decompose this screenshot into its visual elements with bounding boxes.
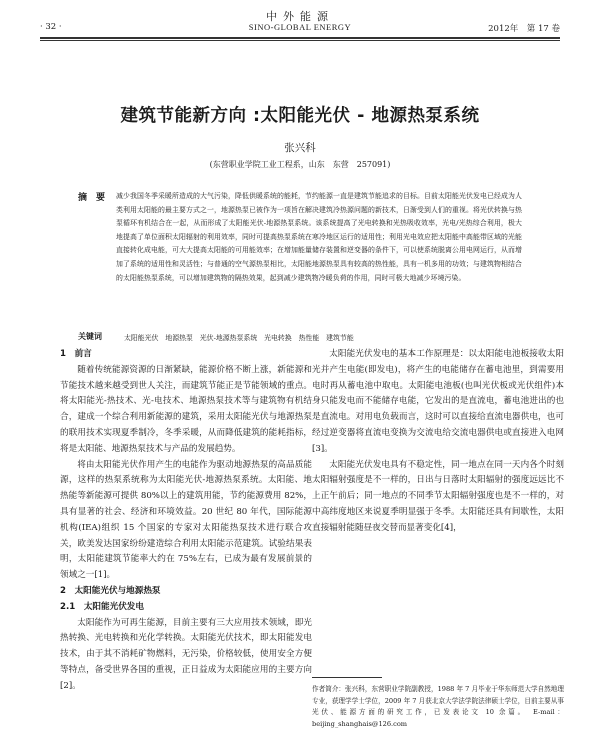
subsection-heading-pv: 2.1 太阳能光伏发电: [60, 601, 144, 612]
header-rule-bottom: [40, 40, 560, 41]
affiliation: (东营职业学院工业工程系，山东 东营 257091): [209, 160, 391, 169]
author: 张兴科: [284, 142, 316, 154]
paragraph: 太阳能光伏发电具有不稳定性，同一地点在同一天内各个时刻太阳辐射强度是不一样的，日出与日落时太阳辐射的强度远远比不上正午前后；同一地点的不同季节太阳辐射强度也是不一样的，对中高纬度地区来说夏季明显强于冬季。太阳能还具有间歇性，太阳直接辐射能随昼夜交替而显著变化[4]，: [312, 459, 564, 533]
author-footnote: 作者简介：张兴科，东营职业学院副教授，1988 年 7 月毕业于华东师范大学自然地理专业，获理学学士学位，2009 年 7 月获北京大学法学院法律硕士学位，目前主要从事光伏、能源方面的研究工作，已发表论文 10 余篇。 E-mail：beijing_shanghais@126.com: [312, 685, 564, 728]
paragraph: 随着传统能源资源的日渐紧缺，能源价格不断上涨，新能源和节能技术越来越受到世人关注，而建筑节能正是节能领域的重点。将太阳能光-热技术、光-电技术、地源热泵技术等与建筑物有机结合，建成一个综合利用新能源的建筑，采用太阳能光伏与地源热泵的联用技术实现夏季制冷，冬季采暖，从而降低建筑的能耗指标，将是太阳能、地源热泵技术与产品的发展趋势。: [60, 364, 312, 454]
page-number: · 32 ·: [40, 22, 62, 32]
keywords-text: 太阳能光伏 地源热泵 光伏-地源热泵系统 光电转换 热性能 建筑节能: [124, 334, 354, 342]
section-heading-intro: 1 前言: [60, 349, 92, 359]
body-left-column: [60, 347, 312, 691]
footnote-rule: [312, 677, 382, 678]
paragraph: 太阳能作为可再生能源，目前主要有三大应用技术领域，即光热转换、光电转换和光化学转换。太阳能光伏技术，即太阳能发电技术，由于其不消耗矿物燃料，无污染，价格较低，使用安全方便等特点，备受世界各国的重视，正日益成为太阳能应用的主要方向[2]。: [60, 617, 312, 691]
paragraph: 将由太阳能光伏作用产生的电能作为驱动地源热泵的高品质能源，这样的热泵系统称为太阳能光伏-地源热泵系统。太阳能、地热能等新能源可提供 80%以上的建筑用能，节约能源费用 82%，具有显著的社会、经济和环境效益。20 世纪 80 年代，国际能源机构(IEA)组织 15 个国家的专家对太阳能热泵技术进行联合攻关，欧美发达国家纷纷建造综合利用太阳能示范建筑。试验结果表明，太阳能建筑节能率大约在 75%左右，已成为最有发展前景的领域之一[1]。: [60, 459, 312, 581]
issue-info: 2012年 第 17 卷: [488, 24, 560, 34]
header-rule-top: [40, 37, 560, 39]
running-header: [40, 22, 560, 36]
journal-name: 中外能源: [266, 10, 334, 23]
article-title: 建筑节能新方向 :太阳能光伏 - 地源热泵系统: [120, 106, 480, 126]
paragraph: 太阳能光伏发电的基本工作原理是：以太阳能电池板接收太阳光并产生电能(即发电)，将产生的电能储存在蓄电池里，到需要用电时再从蓄电池中取电。太阳能电池板(也叫光伏板或光伏组件)本身只能发电而不能储存电能，它发出的是直流电，蓄电池进出的也是直流电。对用电负载而言，这时可以直接给直流电器供电，也可经过逆变器将直流电变换为交流电给交流电器供电或直接进入电网[3]。: [312, 349, 564, 454]
section-heading-pv-gshp: 2 太阳能光伏与地源热泵: [60, 585, 161, 596]
body-right-column: [312, 347, 564, 537]
journal-english-name: SINO-GLOBAL ENERGY: [248, 22, 352, 32]
abstract-label: 摘 要: [78, 193, 106, 203]
keywords-label: 关键词: [78, 332, 102, 341]
abstract-text: 减少我国冬季采暖所造成的大气污染，降低供暖系统的能耗，节约能源一直是建筑节能追求的目标。目前太阳能光伏发电已经成为人类利用太阳能的最主要方式之一，地源热泵已被作为一项旨在解决建筑冷热源问题的新技术，日渐受到人们的重视。将光伏转换与热泵循环有机结合在一起，从而形成了太阳能光伏-地源热泵系统。该系统提高了光电转换和光热吸收效率，光电/光热综合利用，极大地提高了单位面积太阳辐射的利用效率，同时可提高热泵系统在寒冷地区运行的适用性；利用光电效应把太阳能中高能带区域的光能直接转化成电能，可大大提高太阳能的可用能效率；在增加能量储存装置和逆变器的条件下，可以使系统脱离公用电网运行，从而增加了系统的适用性和灵活性；与普通的空气源热泵相比，太阳能地源热泵具有较高的热性能，具有一机多用的功效；与建筑物相结合的太阳能热泵系统，可以增加建筑物的隔热效果，起到减少建筑物冷暖负荷的作用，同时可极大地减少环境污染。: [116, 192, 522, 282]
